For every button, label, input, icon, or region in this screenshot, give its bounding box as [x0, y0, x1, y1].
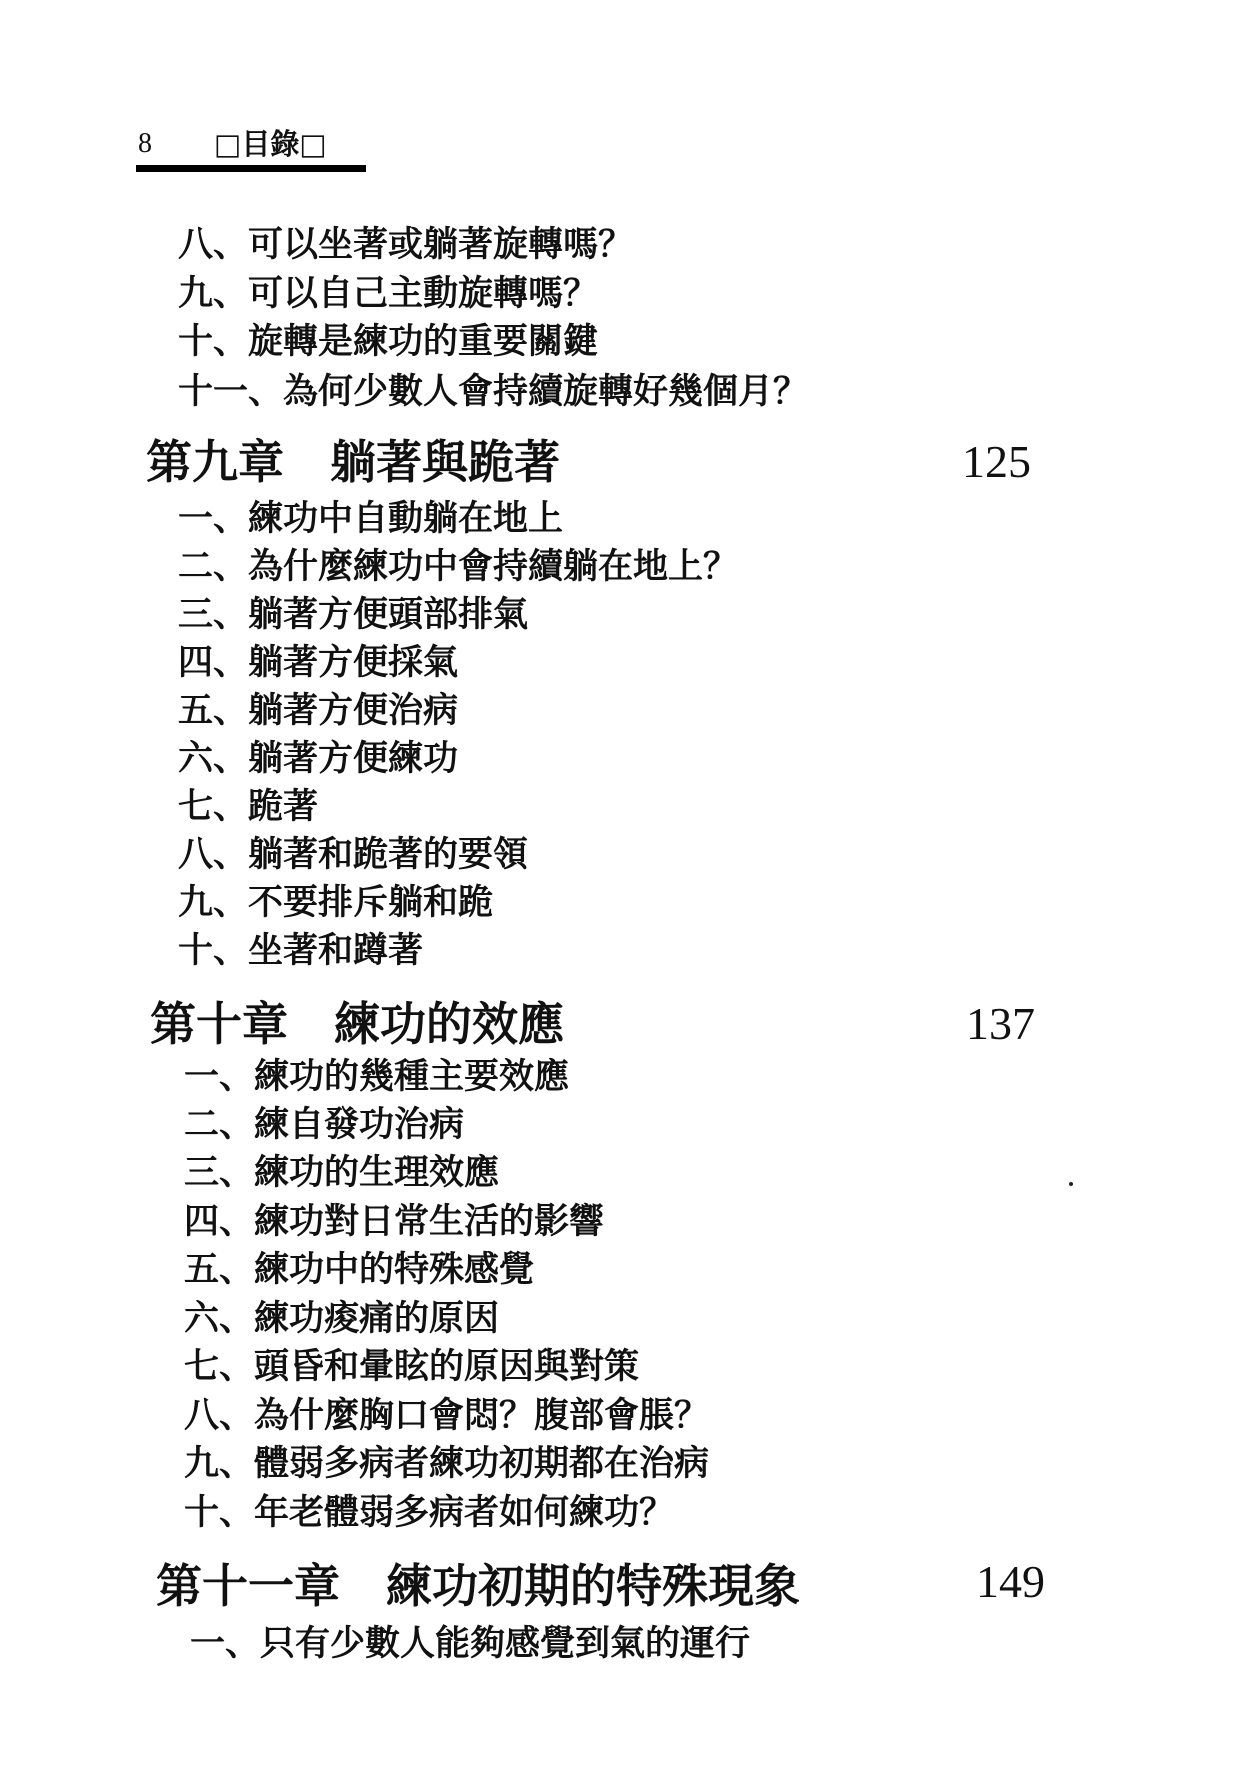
toc-item: 二、為什麼練功中會持續躺在地上？: [178, 547, 739, 587]
chapter-number: 第十章: [150, 997, 288, 1051]
toc-item: 十、坐著和蹲著: [178, 931, 424, 971]
toc-item: 十、年老體弱多病者如何練功？: [184, 1493, 675, 1533]
print-speck: [1069, 1182, 1073, 1186]
chapter-number: 第九章: [146, 435, 284, 489]
toc-item: 十一、為何少數人會持續旋轉好幾個月？: [178, 372, 809, 412]
chapter-title: 練功初期的特殊現象: [386, 1559, 800, 1613]
toc-item: 九、體弱多病者練功初期都在治病: [184, 1444, 710, 1484]
toc-item: 七、頭昏和暈眩的原因與對策: [184, 1347, 640, 1387]
chapter-page-number: 125: [962, 436, 1031, 487]
chapter-heading: [150, 996, 564, 1052]
toc-item: 十、旋轉是練功的重要關鍵: [178, 322, 599, 362]
toc-item: 六、躺著方便練功: [178, 739, 459, 779]
chapter-page-number: 137: [966, 998, 1035, 1049]
running-title: □目錄□: [214, 127, 327, 161]
toc-item: 一、練功的幾種主要效應: [184, 1057, 570, 1097]
chapter-title: 練功的效應: [334, 997, 564, 1051]
header-rule: [136, 165, 366, 172]
toc-item: 八、可以坐著或躺著旋轉嗎？: [178, 225, 634, 265]
chapter-heading: [156, 1558, 800, 1614]
chapter-title: 躺著與跪著: [330, 435, 560, 489]
chapter-number: 第十一章: [156, 1559, 340, 1613]
toc-item: 五、練功中的特殊感覺: [184, 1250, 535, 1290]
toc-item: 三、躺著方便頭部排氣: [178, 595, 529, 635]
chapter-page-number: 149: [976, 1556, 1045, 1607]
toc-item: 一、只有少數人能夠感覺到氣的運行: [190, 1624, 751, 1664]
toc-item: 七、跪著: [178, 787, 319, 827]
toc-item: 二、練自發功治病: [184, 1105, 465, 1145]
toc-item: 四、練功對日常生活的影響: [184, 1202, 605, 1242]
toc-item: 六、練功痠痛的原因: [184, 1299, 500, 1339]
toc-item: 八、躺著和跪著的要領: [178, 835, 529, 875]
chapter-heading: [146, 434, 560, 490]
toc-item: 三、練功的生理效應: [184, 1153, 500, 1193]
toc-item: 九、不要排斥躺和跪: [178, 883, 494, 923]
toc-item: 五、躺著方便治病: [178, 691, 459, 731]
page-number: 8: [138, 128, 152, 159]
toc-item: 一、練功中自動躺在地上: [178, 499, 564, 539]
toc-item: 四、躺著方便採氣: [178, 643, 459, 683]
toc-item: 八、為什麼胸口會悶？腹部會脹？: [184, 1396, 710, 1436]
toc-item: 九、可以自己主動旋轉嗎？: [178, 274, 599, 314]
